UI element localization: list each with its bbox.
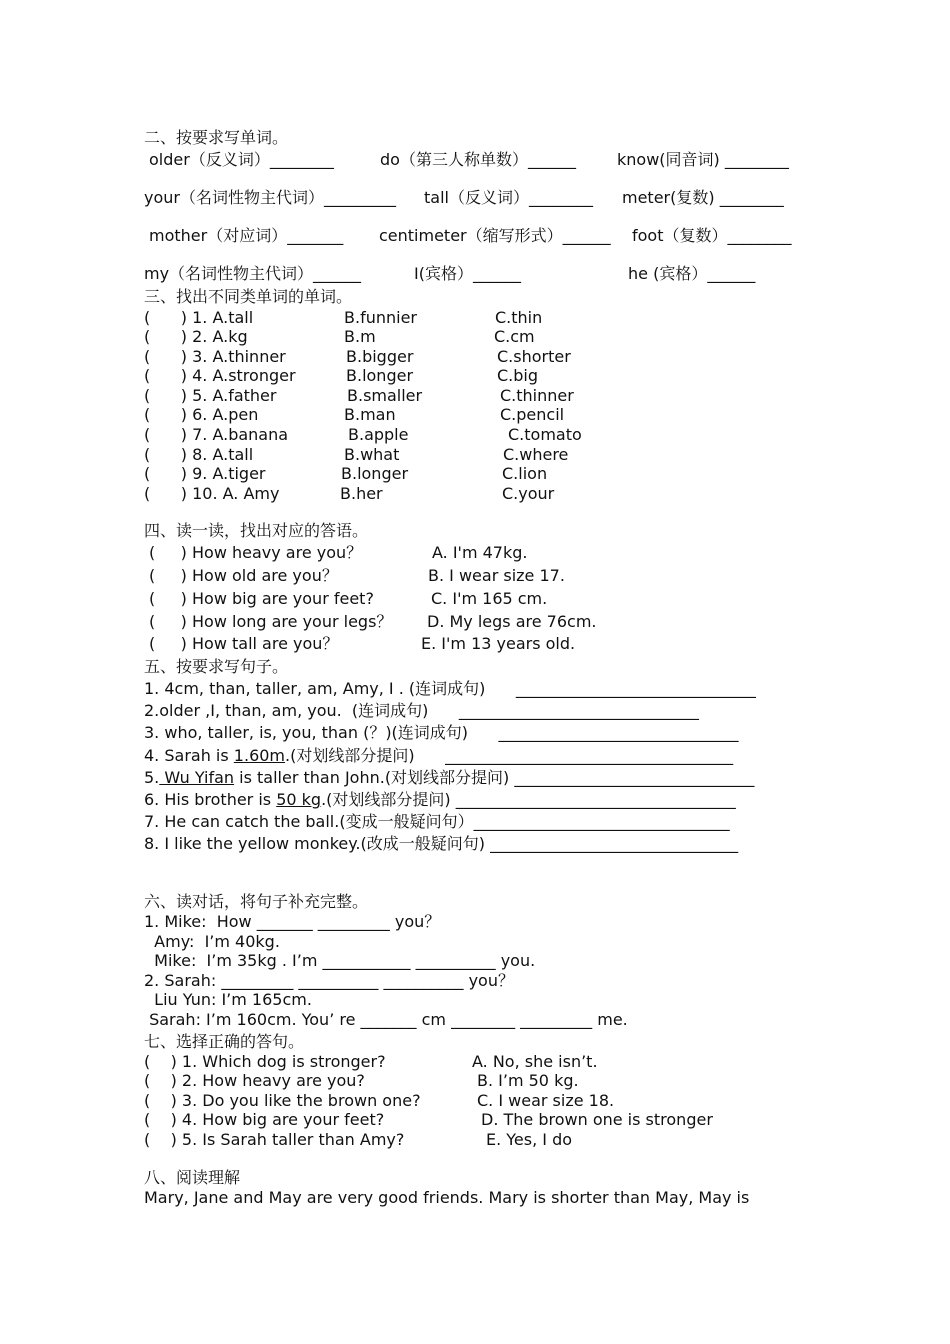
sec5-line-3: 3. who, taller, is, you, than (？)(连词成句) ______________________________	[144, 723, 739, 742]
sec4-item-q: ( ) How tall are you？	[149, 634, 339, 653]
sec7-item	[144, 1091, 615, 1111]
sec2-r4-c2: I(宾格）______	[414, 264, 521, 283]
sec3-item-q: ( ) 9. A.tiger	[144, 464, 266, 483]
sec3-item-q: ( ) 2. A.kg	[144, 327, 248, 346]
section-3-title: 三、找出不同类单词的单词。	[144, 287, 353, 306]
section-4-title: 四、读一读，找出对应的答语。	[144, 521, 369, 540]
sec7-item	[144, 1130, 573, 1150]
sec7-item-q: ( ) 3. Do you like the brown one?	[144, 1091, 421, 1110]
sec5-line-7: 7. He can catch the ball.(变成一般疑问句）________________________________	[144, 812, 730, 831]
sec2-r3-c1: mother（对应词）_______	[149, 226, 344, 245]
sec7-item-a: B. I’m 50 kg.	[477, 1071, 579, 1090]
sec6-line: Liu Yun: I’m 165cm.	[144, 990, 312, 1009]
sec3-item-b: B.what	[344, 445, 400, 464]
sec3-item-c: C.lion	[502, 464, 548, 483]
sec4-item-a: B. I wear size 17.	[428, 566, 565, 585]
sec3-item-b: B.smaller	[347, 386, 423, 405]
sec2-r3-c2: centimeter（缩写形式）______	[379, 226, 611, 245]
sec3-item-c: C.thin	[495, 308, 543, 327]
sec5-line-4-underlined: 1.60m	[233, 746, 286, 765]
sec5-line-5-b: is taller than John.(对划线部分提问) ______________________________	[234, 768, 755, 787]
sec2-r4-c1: my（名词性物主代词）______	[144, 264, 362, 283]
sec3-item-q: ( ) 10. A. Amy	[144, 484, 280, 503]
sec7-item-a: D. The brown one is stronger	[481, 1110, 713, 1129]
sec7-item-a: E. Yes, I do	[486, 1130, 573, 1149]
sec5-line-5	[144, 768, 754, 788]
sec3-item-b: B.funnier	[344, 308, 417, 327]
section-7-title: 七、选择正确的答句。	[144, 1032, 305, 1051]
sec7-item-q: ( ) 2. How heavy are you?	[144, 1071, 365, 1090]
sec3-item-c: C.pencil	[500, 405, 565, 424]
sec4-item-q: ( ) How heavy are you？	[149, 543, 363, 562]
sec3-item	[144, 405, 565, 425]
sec4-item-a: A. I'm 47kg.	[432, 543, 528, 562]
sec7-item-q: ( ) 5. Is Sarah taller than Amy?	[144, 1130, 405, 1149]
section-2-title: 二、按要求写单词。	[144, 128, 289, 147]
sec3-item	[144, 327, 535, 347]
section-5-title: 五、按要求写句子。	[144, 657, 289, 676]
sec6-line: Sarah: I’m 160cm. You’ re _______ cm ________ _________ me.	[144, 1010, 628, 1029]
sec7-item	[144, 1052, 598, 1072]
sec6-line: Amy: I’m 40kg.	[144, 932, 280, 951]
sec5-line-6-underlined: 50 kg	[276, 790, 322, 809]
sec6-line: 2. Sarah: _________ __________ __________ you？	[144, 971, 514, 990]
section-8-title: 八、阅读理解	[144, 1168, 241, 1187]
sec5-line-5-underlined: Wu Yifan	[159, 768, 235, 787]
sec2-r1-c1: older（反义词）________	[149, 150, 334, 169]
sec3-item-b: B.longer	[346, 366, 414, 385]
sec2-r1-c3: know(同音词) ________	[617, 150, 789, 169]
sec7-item	[144, 1071, 579, 1091]
sec3-item-c: C.tomato	[508, 425, 582, 444]
section-6-title: 六、读对话，将句子补充完整。	[144, 892, 369, 911]
sec3-item-c: C.thinner	[500, 386, 574, 405]
sec3-item-q: ( ) 3. A.thinner	[144, 347, 286, 366]
sec5-line-5-a: 5.	[144, 768, 160, 787]
sec3-item	[144, 484, 555, 504]
sec4-item	[149, 612, 597, 632]
sec3-item-b: B.m	[344, 327, 376, 346]
sec4-item-a: E. I'm 13 years old.	[421, 634, 576, 653]
sec3-item	[144, 386, 574, 406]
sec5-line-1: 1. 4cm, than, taller, am, Amy, I . (连词成句) ______________________________	[144, 679, 756, 698]
sec4-item-a: D. My legs are 76cm.	[427, 612, 597, 631]
sec4-item-a: C. I'm 165 cm.	[431, 589, 548, 608]
sec3-item-c: C.shorter	[497, 347, 571, 366]
sec2-r3-c3: foot（复数）________	[632, 226, 792, 245]
sec3-item	[144, 308, 543, 328]
sec7-item-q: ( ) 1. Which dog is stronger?	[144, 1052, 386, 1071]
sec3-item	[144, 464, 548, 484]
sec3-item-q: ( ) 5. A.father	[144, 386, 277, 405]
sec5-line-6-a: 6. His brother is	[144, 790, 277, 809]
sec6-line: 1. Mike: How _______ _________ you？	[144, 912, 441, 931]
sec7-item-q: ( ) 4. How big are your feet?	[144, 1110, 385, 1129]
sec3-item	[144, 445, 569, 465]
sec3-item-q: ( ) 4. A.stronger	[144, 366, 296, 385]
sec3-item-b: B.apple	[348, 425, 409, 444]
sec7-item	[144, 1110, 713, 1130]
sec4-item-q: ( ) How big are your feet?	[149, 589, 374, 608]
sec2-r2-c1: your（名词性物主代词）_________	[144, 188, 396, 207]
sec5-line-4-b: .(对划线部分提问) ____________________________________	[285, 746, 734, 765]
sec3-item	[144, 347, 571, 367]
sec6-line: Mike: I’m 35kg . I’m ___________ __________ you.	[144, 951, 536, 970]
sec5-line-6	[144, 790, 736, 810]
sec3-item-b: B.longer	[341, 464, 409, 483]
sec4-item-q: ( ) How long are your legs？	[149, 612, 393, 631]
sec5-line-8: 8. I like the yellow monkey.(改成一般疑问句) _______________________________	[144, 834, 739, 853]
sec4-item	[149, 543, 528, 563]
sec3-item-c: C.your	[502, 484, 555, 503]
sec3-item	[144, 366, 539, 386]
sec4-item	[149, 589, 548, 609]
sec4-item	[149, 566, 565, 586]
sec7-item-a: A. No, she isn’t.	[472, 1052, 598, 1071]
sec3-item-b: B.bigger	[346, 347, 414, 366]
sec3-item-b: B.her	[340, 484, 383, 503]
sec3-item	[144, 425, 582, 445]
sec3-item-q: ( ) 1. A.tall	[144, 308, 254, 327]
sec2-r2-c2: tall（反义词）________	[424, 188, 593, 207]
sec4-item	[149, 634, 576, 654]
sec2-r2-c3: meter(复数) ________	[622, 188, 784, 207]
sec3-item-b: B.man	[344, 405, 396, 424]
sec2-r4-c3: he (宾格）______	[628, 264, 756, 283]
sec3-item-c: C.cm	[494, 327, 535, 346]
sec5-line-4-a: 4. Sarah is	[144, 746, 234, 765]
sec5-line-2: 2.older ,I, than, am, you. (连词成句) ______________________________	[144, 701, 699, 720]
sec5-line-4	[144, 746, 733, 766]
sec8-reading-text: Mary, Jane and May are very good friends. Mary is shorter than May, May is	[144, 1188, 750, 1207]
sec2-r1-c2: do（第三人称单数）______	[380, 150, 576, 169]
sec7-item-a: C. I wear size 18.	[477, 1091, 615, 1110]
sec5-line-6-b: .(对划线部分提问) ___________________________________	[321, 790, 736, 809]
sec3-item-q: ( ) 7. A.banana	[144, 425, 289, 444]
sec3-item-q: ( ) 8. A.tall	[144, 445, 254, 464]
sec3-item-c: C.big	[497, 366, 539, 385]
sec3-item-c: C.where	[503, 445, 569, 464]
sec4-item-q: ( ) How old are you？	[149, 566, 338, 585]
sec3-item-q: ( ) 6. A.pen	[144, 405, 259, 424]
